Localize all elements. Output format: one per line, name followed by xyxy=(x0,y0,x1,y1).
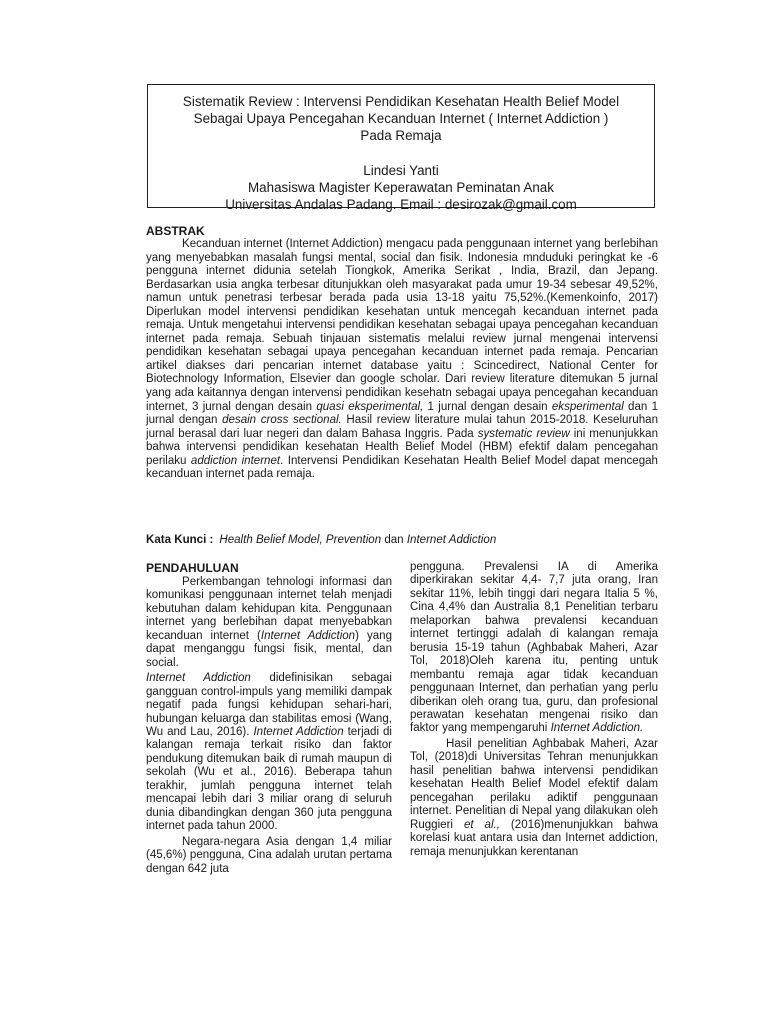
keyword-2: Internet Addiction xyxy=(406,534,497,546)
paper-title-line-1: Sistematik Review : Intervensi Pendidikan Kesehatan Health Belief Model xyxy=(182,94,620,109)
title-spacer xyxy=(148,145,654,162)
paragraph: Hasil penelitian Aghbabak Maheri, Azar Tol, (2018)di Universitas Tehran menunjukkan hasil penelitian bahwa intervensi pendidikan kesehatan Health Belief Model efektif dalam pencegahan perilaku adiktif penggunaan internet. Penelitian di Nepal yang dilakukan oleh Ruggieri et al., (2016)menunjukkan bahwa korelasi kuat antara usia dan Internet addiction, remaja menunjukkan kerentanan xyxy=(410,737,658,858)
section-heading-pendahuluan: PENDAHULUAN xyxy=(146,561,239,575)
paper-title-line-2: Sebagai Upaya Pencegahan Kecanduan Internet ( Internet Addiction ) xyxy=(193,111,609,127)
right-column xyxy=(410,561,658,861)
keywords: Kata Kunci : Health Belief Model, Prevention dan Internet Addiction xyxy=(146,534,497,546)
abstract-heading: ABSTRAK xyxy=(146,224,205,238)
paragraph: Negara-negara Asia dengan 1,4 miliar (45,6%) pengguna, Cina adalah urutan pertama dengan 642 juta xyxy=(146,835,392,875)
paragraph: Internet Addiction didefinisikan sebagai gangguan control-impuls yang memiliki dampak negatif pada fungsi kehidupan sehari-hari, hubungan keluarga dan stabilitas emosi (Wang, Wu and Lau, 2016). Internet Addiction terjadi di kalangan remaja terkait risiko dan faktor pendukung ditemukan baik di rumah maupun di sekolah (Wu et al., 2016). Beberapa tahun terakhir, jumlah pengguna internet telah mencapai lebih dari 3 miliar orang di seluruh dunia dibandingkan dengan 360 juta pengguna internet pada tahun 2000. xyxy=(146,672,392,833)
left-column xyxy=(146,561,392,878)
keyword-1: Health Belief Model, Prevention xyxy=(219,534,382,546)
author-name: Lindesi Yanti xyxy=(363,162,439,178)
abstract-body: Kecanduan internet (Internet Addiction) mengacu pada penggunaan internet yang berlebihan yang menyebabkan masalah fungsi mental, social dan fisik. Indonesia mnduduki peringkat ke -6 pengguna internet didunia setelah Tiongkok, Amerika Serikat , India, Brazil, dan Jepang. Berdasarkan usia angka terbesar ditunjukkan oleh masyarakat pada umur 19-34 sebesar 49,52%, namun untuk penetrasi terbesar berada pada usia 13-18 yaitu 75,52%.(Kemenkoinfo, 2017) Diperlukan model intervensi pendidikan kesehatan untuk mencegah kecanduan internet pada remaja. Untuk mengetahui intervensi pendidikan kesehatan sebagai upaya pencegahan kecanduan internet pada remaja. Sebuah tinjauan sistematis melalui review jurnal mengenai intervensi pendidikan kesehatan sebagai upaya pencegahan kecanduan internet pada remaja. Pencarian artikel diakses dari pencarian internet database yaitu : Scincedirect, National Center for Biotechnology Information, Elsevier dan google scholar. Dari review literature ditemukan 5 jurnal yang ada kaitannya dengan intervensi pendidikan kesehatn sebagai upaya pencegahan kecanduan internet, 3 jurnal dengan desain quasi eksperimental, 1 jurnal dengan desain eksperimental dan 1 jurnal dengan desain cross sectional. Hasil review literature mulai tahun 2015-2018. Keseluruhan jurnal berasal dari luar negeri dan dalam Bahasa Inggris. Pada systematic review ini menunjukkan bahwa intervensi pendidikan kesehatan Health Belief Model (HBM) efektif dalam pencegahan perilaku addiction internet. Intervensi Pendidikan Kesehatan Health Belief Model dapat mencegah kecanduan internet pada remaja. xyxy=(146,238,658,481)
author-affiliation-1: Mahasiswa Magister Keperawatan Peminatan Anak xyxy=(248,179,554,195)
title-box xyxy=(147,84,655,213)
author-affiliation-2: Universitas Andalas Padang. Email : desirozak@gmail.com xyxy=(225,197,577,213)
keywords-label: Kata Kunci : xyxy=(146,534,214,546)
paragraph: Perkembangan tehnologi informasi dan komunikasi penggunaan internet telah menjadi kebutuhan dalam kehidupan kita. Penggunaan internet yang berlebihan dapat menyebabkan kecanduan internet (Internet Addiction) yang dapat menganggu fungsi fisik, mental, dan social. xyxy=(146,576,392,669)
paragraph: pengguna. Prevalensi IA di Amerika diperkirakan sekitar 4,4- 7,7 juta orang, Iran sekitar 11%, lebih tinggi dari negara Italia 5 %, Cina 4,4% dan Australia 8,1 Penelitian terbaru melaporkan bahwa prevalensi kecanduan internet tertinggi adalah di kalangan remaja berusia 15-19 tahun (Aghbabak Maheri, Azar Tol, 2018)Oleh karena itu, penting untuk membantu remaja agar tidak kecanduan penggunaan Internet, dan perhatian yang perlu diberikan oleh orang tua, guru, dan profesional perawatan kesehatan mengenai risiko dan faktor yang mempengaruhi Internet Addiction. xyxy=(410,561,658,735)
paper-title-line-3: Pada Remaja xyxy=(360,128,442,144)
